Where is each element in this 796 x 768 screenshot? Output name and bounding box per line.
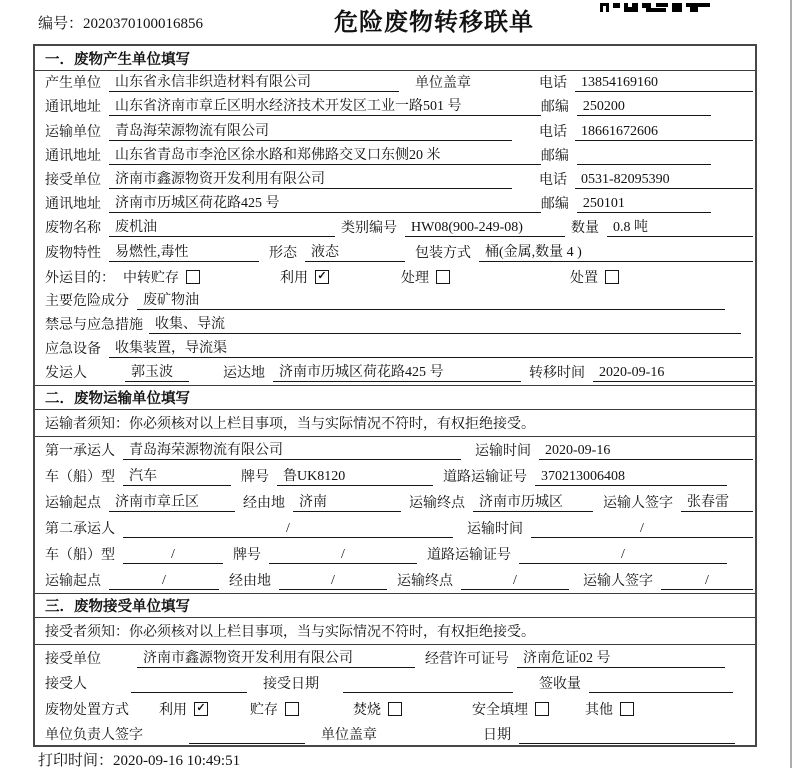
print-time <box>38 749 240 768</box>
hazard-component-label: 主要危险成分 <box>45 293 129 309</box>
sender-value: 郭玉波 <box>125 361 189 382</box>
produce-phone-value: 13854169160 <box>575 75 753 92</box>
transport-time-label: 运输时间 <box>467 522 523 538</box>
row-accept-person <box>35 671 755 696</box>
row-accept-unit <box>35 645 755 670</box>
transport-unit-label: 运输单位 <box>45 124 101 140</box>
license-value: 济南危证02 号 <box>517 647 725 668</box>
checkbox-storage <box>186 270 200 284</box>
disposal-method-label: 废物处置方式 <box>45 702 129 718</box>
checkbox-utilize: ✓ <box>194 702 208 716</box>
route-start-value: / <box>109 573 219 590</box>
checkbox-landfill <box>535 702 549 716</box>
transport-address-value: 山东省青岛市李沧区徐水路和郑佛路交叉口东侧20 米 <box>109 144 541 165</box>
row-emergency-measures <box>35 313 755 337</box>
phone-label: 电话 <box>539 172 567 188</box>
purpose-option-treat <box>401 267 450 287</box>
produce-address-value: 山东省济南市章丘区明水经济技术开发区工业一路501 号 <box>109 95 541 116</box>
unit-seal-label: 单位盖章 <box>321 727 377 743</box>
row-waste-property <box>35 240 755 264</box>
receive-unit-label: 接受单位 <box>45 172 101 188</box>
option-label: 利用 <box>159 702 187 718</box>
waste-name-label: 废物名称 <box>45 221 101 237</box>
disposal-option-store <box>250 699 299 719</box>
checkbox-other <box>620 702 634 716</box>
route-start-label: 运输起点 <box>45 496 101 512</box>
row-sender <box>35 361 755 385</box>
print-time-value: 2020-09-16 10:49:51 <box>113 753 241 768</box>
serial-label: 编号： <box>38 16 84 32</box>
phone-label: 电话 <box>539 76 567 92</box>
section2-notice: 运输者须知：你必须核对以上栏目事项，当与实际情况不符时，有权拒绝接受。 <box>35 410 755 437</box>
route-start-value: 济南市章丘区 <box>109 491 235 512</box>
address-label: 通讯地址 <box>45 148 101 164</box>
route-via-label: 经由地 <box>229 574 271 590</box>
route-via-label: 经由地 <box>243 496 285 512</box>
page-title: 危险废物转移联单 <box>334 10 534 36</box>
page-edge-line <box>790 0 792 768</box>
emergency-measures-value: 收集、导流 <box>149 313 741 334</box>
section1-header: 一．废物产生单位填写 <box>35 46 755 71</box>
date-label: 日期 <box>483 727 511 743</box>
accept-person-label: 接受人 <box>45 677 87 693</box>
zip-label: 邮编 <box>540 148 569 164</box>
transport-phone-value: 18661672606 <box>575 124 753 141</box>
hazard-component-value: 废矿物油 <box>137 289 725 310</box>
road-permit-label: 道路运输证号 <box>443 470 527 486</box>
plate-value: / <box>269 547 417 564</box>
zip-label: 邮编 <box>540 197 569 213</box>
option-label: 处理 <box>401 270 429 286</box>
phone-label: 电话 <box>539 124 567 140</box>
option-label: 处置 <box>570 270 598 286</box>
accept-unit-label: 接受单位 <box>45 651 101 667</box>
first-carrier-label: 第一承运人 <box>45 444 115 460</box>
checkbox-utilize: ✓ <box>315 270 329 284</box>
destination-value: 济南市历城区荷花路425 号 <box>273 361 521 382</box>
emergency-equipment-value: 收集装置，导流渠 <box>109 337 753 358</box>
row-first-carrier <box>35 437 755 463</box>
accept-unit-value: 济南市鑫源物资开发利用有限公司 <box>137 647 415 668</box>
vehicle-type-value: 汽车 <box>123 465 231 486</box>
option-label: 其他 <box>585 702 613 718</box>
second-carrier-value: / <box>123 521 453 538</box>
section3-notice: 接受者须知：你必须核对以上栏目事项，当与实际情况不符时，有权拒绝接受。 <box>35 618 755 645</box>
receive-address-value: 济南市历城区荷花路425 号 <box>109 192 541 213</box>
received-amount-label: 签收量 <box>539 677 581 693</box>
second-carrier-label: 第二承运人 <box>45 522 115 538</box>
transport-time-label: 运输时间 <box>475 444 531 460</box>
vehicle-type-value: / <box>123 547 223 564</box>
print-time-label: 打印时间： <box>38 753 114 768</box>
waste-property-label: 废物特性 <box>45 245 101 261</box>
disposal-option-incinerate <box>353 699 402 719</box>
produce-unit-value: 山东省永信非织造材料有限公司 <box>109 71 399 92</box>
vehicle-type-label: 车（船）型 <box>45 470 115 486</box>
road-permit-label: 道路运输证号 <box>427 548 511 564</box>
receive-phone-value: 0531-82095390 <box>575 172 753 189</box>
disposal-option-other <box>585 699 634 719</box>
route-end-label: 运输终点 <box>409 496 465 512</box>
row-disposal-method <box>35 696 755 721</box>
section3-header: 三．废物接受单位填写 <box>35 593 755 618</box>
accept-date-value <box>343 692 513 693</box>
responsible-sign-label: 单位负责人签字 <box>45 727 143 743</box>
packaging-label: 包装方式 <box>415 245 471 261</box>
disposal-option-utilize <box>159 699 208 719</box>
row-second-carrier <box>35 515 755 541</box>
manifest-form <box>33 44 757 747</box>
unit-seal-label: 单位盖章 <box>415 76 471 92</box>
form-label: 形态 <box>269 245 297 261</box>
waste-name-value: 废机油 <box>109 216 335 237</box>
row-responsible-sign <box>35 721 755 746</box>
row-produce-address <box>35 95 755 119</box>
carrier-sign-label: 运输人签字 <box>603 496 673 512</box>
address-label: 通讯地址 <box>45 197 101 213</box>
route-end-value: / <box>461 573 569 590</box>
option-label: 中转贮存 <box>123 270 179 286</box>
row-transport-unit <box>35 119 755 143</box>
transfer-time-label: 转移时间 <box>529 366 585 382</box>
option-label: 利用 <box>280 270 308 286</box>
serial-value: 2020370100016856 <box>83 16 204 32</box>
sender-label: 发运人 <box>45 366 87 382</box>
row-waste-name <box>35 216 755 240</box>
transport-time-value: 2020-09-16 <box>539 443 753 460</box>
row-hazard-component <box>35 289 755 313</box>
produce-unit-label: 产生单位 <box>45 76 101 92</box>
checkbox-dispose <box>605 270 619 284</box>
checkbox-store <box>285 702 299 716</box>
packaging-value: 桶(金属,数量 4 ) <box>479 241 753 262</box>
produce-zip-value: 250200 <box>577 99 711 116</box>
plate-label: 牌号 <box>233 548 261 564</box>
waste-property-value: 易燃性,毒性 <box>109 241 259 262</box>
route-end-value: 济南市历城区 <box>473 491 593 512</box>
accept-date-label: 接受日期 <box>263 677 319 693</box>
option-label: 焚烧 <box>353 702 381 718</box>
road-permit-value: / <box>519 547 727 564</box>
transfer-purpose-label: 外运目的： <box>45 270 115 286</box>
license-label: 经营许可证号 <box>425 651 509 667</box>
plate-label: 牌号 <box>241 470 269 486</box>
vehicle-type-label: 车（船）型 <box>45 548 115 564</box>
receive-zip-value: 250101 <box>577 196 711 213</box>
purpose-option-utilize <box>280 267 329 287</box>
transport-unit-value: 青岛海荣源物流有限公司 <box>109 120 512 141</box>
row-produce-unit <box>35 71 755 95</box>
row-emergency-equipment <box>35 337 755 361</box>
checkbox-treat <box>436 270 450 284</box>
quantity-value: 0.8 吨 <box>607 216 753 237</box>
zip-label: 邮编 <box>540 100 569 116</box>
row-transport-address <box>35 144 755 168</box>
transfer-time-value: 2020-09-16 <box>593 365 753 382</box>
purpose-option-storage <box>123 267 200 287</box>
option-label: 贮存 <box>250 702 278 718</box>
emergency-equipment-label: 应急设备 <box>45 342 101 358</box>
row-route-1 <box>35 489 755 515</box>
first-carrier-value: 青岛海荣源物流有限公司 <box>123 439 461 460</box>
row-transfer-purpose <box>35 265 755 289</box>
destination-label: 运达地 <box>223 366 265 382</box>
plate-value: 鲁UK8120 <box>277 465 433 486</box>
carrier-sign-value: / <box>661 573 753 590</box>
road-permit-value: 370213006408 <box>535 469 727 486</box>
form-value: 液态 <box>305 241 405 262</box>
transport-time-value: / <box>531 521 753 538</box>
category-code-label: 类别编号 <box>341 221 397 237</box>
option-label: 安全填埋 <box>472 702 528 718</box>
quantity-label: 数量 <box>571 221 599 237</box>
received-amount-value <box>589 692 733 693</box>
carrier-sign-label: 运输人签字 <box>583 574 653 590</box>
row-receive-address <box>35 192 755 216</box>
responsible-sign-value <box>189 743 305 744</box>
disposal-option-landfill <box>472 699 549 719</box>
route-start-label: 运输起点 <box>45 574 101 590</box>
address-label: 通讯地址 <box>45 100 101 116</box>
row-vehicle-2 <box>35 541 755 567</box>
section2-header: 二．废物运输单位填写 <box>35 385 755 410</box>
checkbox-incinerate <box>388 702 402 716</box>
emergency-measures-label: 禁忌与应急措施 <box>45 318 143 334</box>
route-via-value: 济南 <box>293 491 401 512</box>
route-end-label: 运输终点 <box>397 574 453 590</box>
receive-unit-value: 济南市鑫源物资开发利用有限公司 <box>109 168 512 189</box>
accept-person-value <box>131 692 247 693</box>
carrier-sign-value: 张春雷 <box>681 491 753 512</box>
qr-code-fragment-icon <box>600 0 714 18</box>
row-vehicle-1 <box>35 463 755 489</box>
purpose-option-dispose <box>570 267 619 287</box>
row-receive-unit <box>35 168 755 192</box>
date-value <box>519 743 735 744</box>
category-code-value: HW08(900-249-08) <box>405 220 565 237</box>
row-route-2 <box>35 567 755 593</box>
route-via-value: / <box>279 573 387 590</box>
transport-zip-value <box>577 164 711 165</box>
